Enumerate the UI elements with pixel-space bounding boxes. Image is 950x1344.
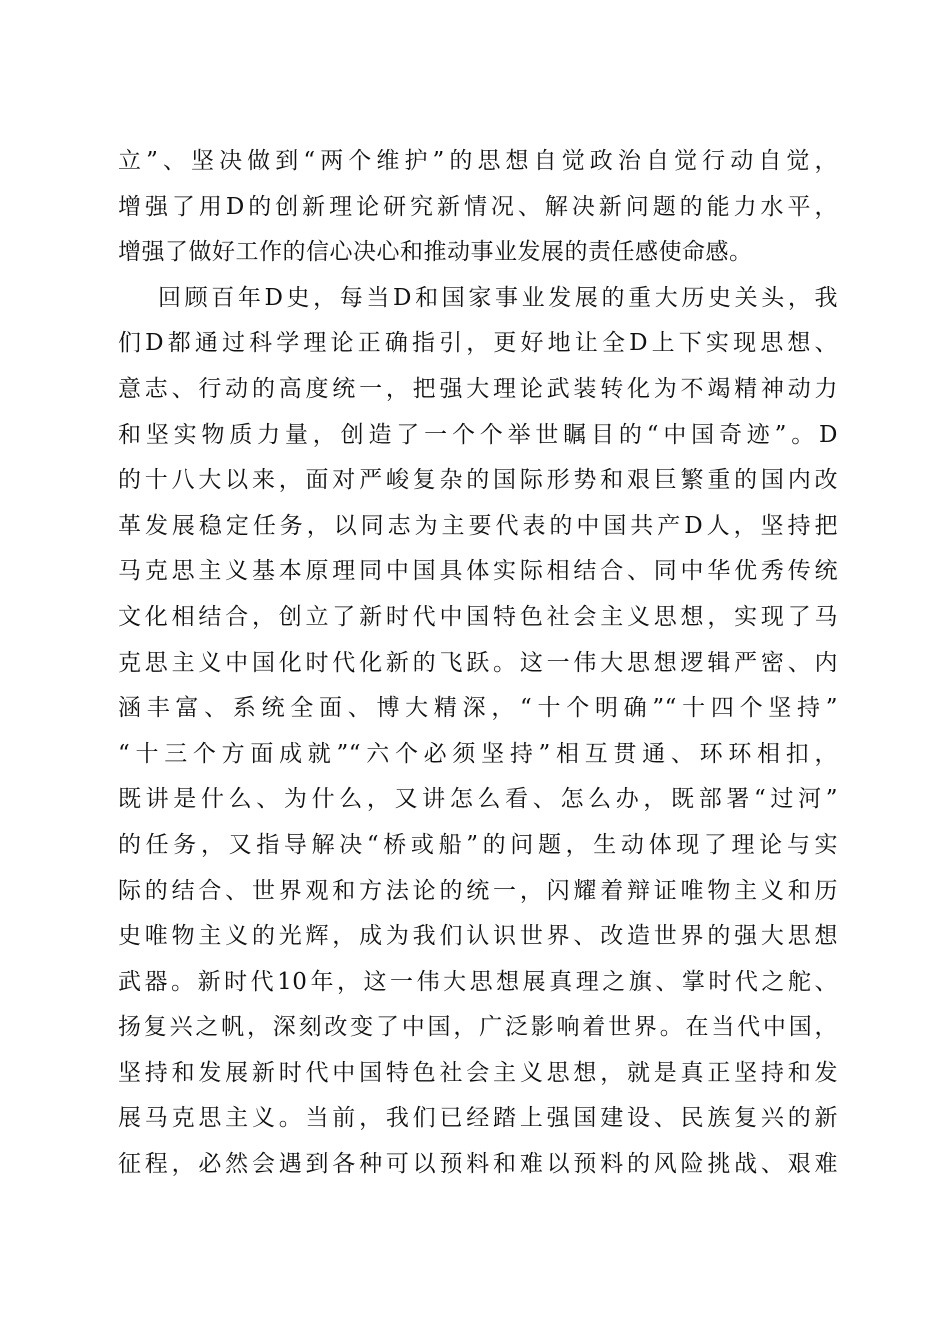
text-line: 克思主义中国化时代化新的飞跃。这一伟大思想逻辑严密、内 (118, 649, 838, 676)
text-line: 的十八大以来，面对严峻复杂的国际形势和艰巨繁重的国内改 (118, 467, 838, 494)
text-line: 展马克思主义。当前，我们已经踏上强国建设、民族复兴的新 (118, 1105, 838, 1132)
paragraph-first-line: 回顾百年D史，每当D和国家事业发展的重大历史关头，我 (158, 284, 838, 311)
text-line: 武器。新时代10年，这一伟大思想展真理之旗、掌时代之舵、 (118, 968, 838, 995)
text-line: 们D都通过科学理论正确指引，更好地让全D上下实现思想、 (118, 330, 838, 357)
text-line: 涵丰富、系统全面、博大精深，“十个明确”“十四个坚持” (118, 695, 838, 722)
text-line: 增强了用D的创新理论研究新情况、解决新问题的能力水平， (118, 193, 838, 220)
text-line: “十三个方面成就”“六个必须坚持”相互贯通、环环相扣， (118, 740, 838, 767)
text-line: 增强了做好工作的信心决心和推动事业发展的责任感使命感。 (118, 239, 753, 266)
text-line: 和坚实物质力量，创造了一个个举世瞩目的“中国奇迹”。D (118, 421, 838, 448)
text-line: 既讲是什么、为什么，又讲怎么看、怎么办，既部署“过河” (118, 786, 838, 813)
text-line: 立”、坚决做到“两个维护”的思想自觉政治自觉行动自觉， (118, 148, 838, 174)
text-line: 的任务，又指导解决“桥或船”的问题，生动体现了理论与实 (118, 831, 838, 858)
text-line: 马克思主义基本原理同中国具体实际相结合、同中华优秀传统 (118, 558, 838, 585)
text-line: 扬复兴之帆，深刻改变了中国，广泛影响着世界。在当代中国， (118, 1014, 838, 1041)
text-line: 革发展稳定任务，以同志为主要代表的中国共产D人，坚持把 (118, 512, 838, 539)
body-text (118, 139, 838, 1188)
text-line: 坚持和发展新时代中国特色社会主义思想，就是真正坚持和发 (118, 1059, 838, 1086)
text-line: 际的结合、世界观和方法论的统一，闪耀着辩证唯物主义和历 (118, 877, 838, 904)
text-line: 征程，必然会遇到各种可以预料和难以预料的风险挑战、艰难 (118, 1151, 838, 1178)
text-line: 史唯物主义的光辉，成为我们认识世界、改造世界的强大思想 (118, 923, 838, 950)
text-line: 意志、行动的高度统一，把强大理论武装转化为不竭精神动力 (118, 375, 838, 402)
text-line: 文化相结合，创立了新时代中国特色社会主义思想，实现了马 (118, 603, 838, 630)
